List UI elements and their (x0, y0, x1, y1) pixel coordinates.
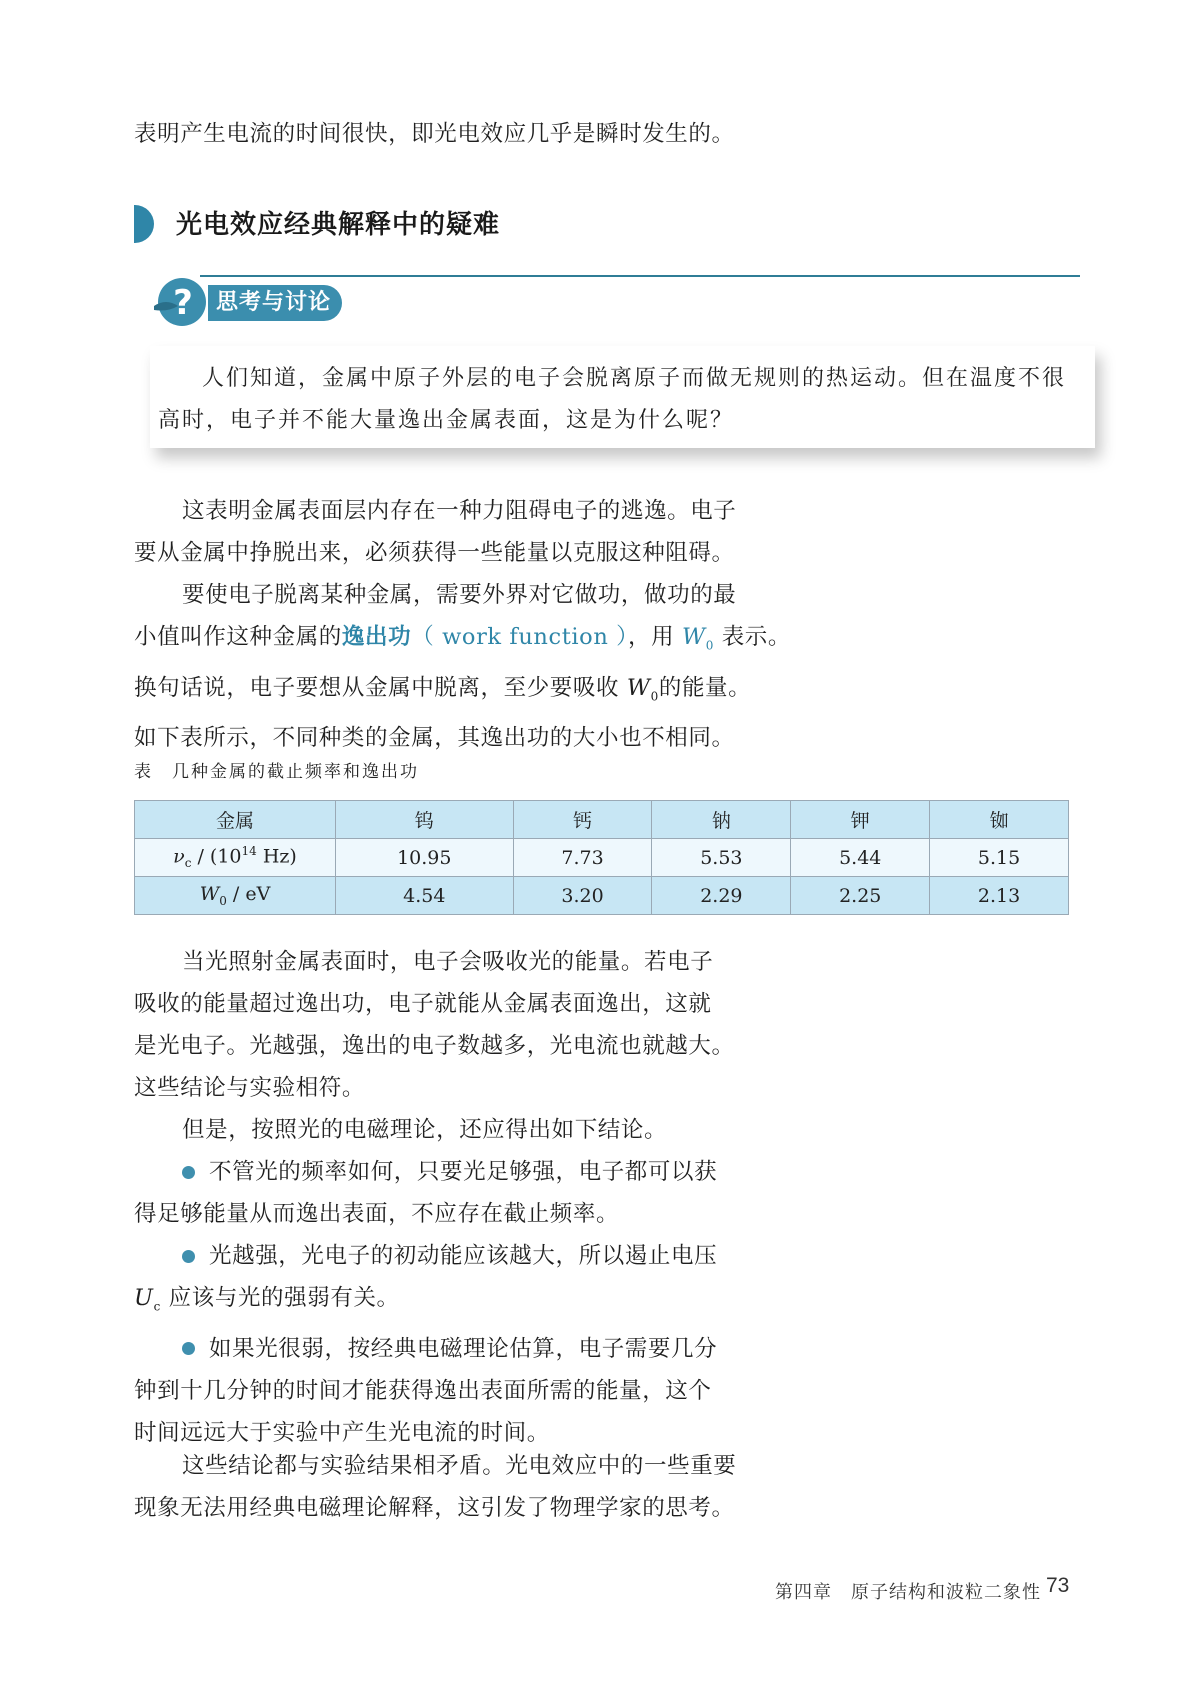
footer-chapter: 第四章 原子结构和波粒二象性 (775, 1582, 1041, 1603)
symbol-subscript: 0 (219, 893, 227, 908)
think-question-box (150, 346, 1095, 448)
table-cell: 5.44 (791, 839, 930, 877)
paragraph-2-text: 表示。 (713, 624, 792, 650)
symbol-subscript: c (184, 856, 192, 871)
paragraph-2-text: ，用 (628, 624, 682, 650)
paragraph-4: 但是，按照光的电磁理论，还应得出如下结论。 (182, 1117, 668, 1143)
bullet-3-line-1 (134, 1328, 717, 1370)
table-caption: 表 几种金属的截止频率和逸出功 (134, 762, 419, 782)
unit-text: / eV (226, 883, 271, 906)
symbol-nu: ν (173, 845, 185, 868)
question-bubble-icon (150, 276, 208, 328)
table-row (135, 877, 1069, 915)
row-label-cutoff-frequency (135, 839, 336, 877)
unit-exponent: 14 (241, 844, 257, 859)
table-cell: 4.54 (336, 877, 514, 915)
paragraph-1-line-1: 这表明金属表面层内存在一种力阻碍电子的逃逸。电子 (182, 498, 737, 524)
paragraph-2-line-2 (134, 616, 791, 667)
paragraph-2-line-3 (134, 667, 791, 718)
bullet-2-line-2 (134, 1277, 717, 1328)
paragraph-1-line-2: 要从金属中挣脱出来，必须获得一些能量以克服这种阻碍。 (134, 540, 735, 566)
paragraph-1 (134, 490, 736, 574)
bullet-text: 不管光的频率如何，只要光足够强，电子都可以获 (209, 1159, 718, 1185)
think-divider-line (200, 275, 1080, 277)
table-cell: 3.20 (513, 877, 652, 915)
symbol-subscript: c (153, 1299, 161, 1314)
think-question-line-2: 高时，电子并不能大量逸出金属表面，这是为什么呢？ (158, 408, 735, 433)
metal-table (134, 800, 1069, 915)
unit-text: / (10 (191, 845, 242, 868)
term-work-function: 逸出功 (341, 624, 412, 650)
bullet-dot-icon (182, 1342, 195, 1355)
paragraph-2-text: 小值叫作这种金属的 (134, 624, 342, 650)
paragraph-2-text: 的能量。 (658, 674, 752, 701)
bullet-text: 如果光很弱，按经典电磁理论估算，电子需要几分 (209, 1335, 718, 1362)
table-header-cell: 铷 (930, 801, 1069, 839)
bullet-dot-icon (182, 1166, 195, 1179)
table-cell: 7.73 (513, 839, 652, 877)
bullet-3-line-3: 时间远远大于实验中产生光电流的时间。 (134, 1419, 550, 1446)
table-header-cell: 钨 (336, 801, 514, 839)
table-cell: 5.15 (930, 839, 1069, 877)
table-cell: 5.53 (652, 839, 791, 877)
section-marker (134, 205, 154, 243)
bullet-2-line-1 (134, 1235, 717, 1277)
row-label-work-function (135, 877, 336, 915)
bullet-list (134, 1151, 717, 1454)
table-row (135, 839, 1069, 877)
symbol-w-subscript: 0 (650, 689, 659, 703)
table-header-cell: 金属 (135, 801, 336, 839)
paragraph-5 (134, 1445, 736, 1529)
table-header-row (135, 801, 1069, 839)
think-discuss-label: 思考与讨论 (208, 285, 342, 321)
paragraph-2-line-4: 如下表所示，不同种类的金属，其逸出功的大小也不相同。 (134, 725, 735, 751)
bullet-3-line-2: 钟到十几分钟的时间才能获得逸出表面所需的能量，这个 (134, 1377, 712, 1404)
paragraph-2-text: 换句话说，电子要想从金属中脱离，至少要吸收 (134, 674, 627, 701)
top-line-text: 表明产生电流的时间很快，即光电效应几乎是瞬时发生的。 (134, 121, 735, 147)
symbol-w: W (199, 883, 220, 906)
bullet-dot-icon (182, 1250, 195, 1263)
paragraph-5-line-1: 这些结论都与实验结果相矛盾。光电效应中的一些重要 (182, 1453, 737, 1479)
table-header-cell: 钙 (513, 801, 652, 839)
table-header-cell: 钾 (791, 801, 930, 839)
paragraph-3-line-2: 吸收的能量超过逸出功，电子就能从金属表面逸出，这就 (134, 991, 712, 1017)
paragraph-2-line-1: 要使电子脱离某种金属，需要外界对它做功，做功的最 (182, 582, 737, 608)
paragraph-3-line-1: 当光照射金属表面时，电子会吸收光的能量。若电子 (182, 949, 714, 975)
table-cell: 10.95 (336, 839, 514, 877)
term-english: （ work function ） (411, 624, 629, 650)
bullet-1-line-2: 得足够能量从而逸出表面，不应存在截止频率。 (134, 1201, 620, 1227)
unit-text: Hz) (256, 845, 297, 868)
symbol-u: U (134, 1285, 154, 1311)
page-number: 73 (1046, 1574, 1070, 1597)
paragraph-3-line-3: 是光电子。光越强，逸出的电子数越多，光电流也就越大。 (134, 1033, 735, 1059)
bullet-text: 应该与光的强弱有关。 (160, 1285, 400, 1311)
bullet-1-line-1 (134, 1151, 717, 1193)
symbol-w: W (681, 624, 706, 650)
table-cell: 2.29 (652, 877, 791, 915)
bullet-text: 光越强，光电子的初动能应该越大，所以遏止电压 (209, 1243, 718, 1269)
paragraph-3-line-4: 这些结论与实验相符。 (134, 1075, 366, 1101)
paragraph-5-line-2: 现象无法用经典电磁理论解释，这引发了物理学家的思考。 (134, 1495, 735, 1521)
paragraph-2 (134, 574, 791, 759)
symbol-w: W (626, 674, 651, 701)
symbol-w-subscript: 0 (705, 638, 714, 653)
section-title: 光电效应经典解释中的疑难 (176, 210, 501, 240)
svg-text:?: ? (173, 283, 193, 323)
paragraph-3 (134, 941, 735, 1109)
think-question-line-1: 人们知道，金属中原子外层的电子会脱离原子而做无规则的热运动。但在温度不很 (202, 366, 1067, 391)
table-cell: 2.25 (791, 877, 930, 915)
table-header-cell: 钠 (652, 801, 791, 839)
table-cell: 2.13 (930, 877, 1069, 915)
